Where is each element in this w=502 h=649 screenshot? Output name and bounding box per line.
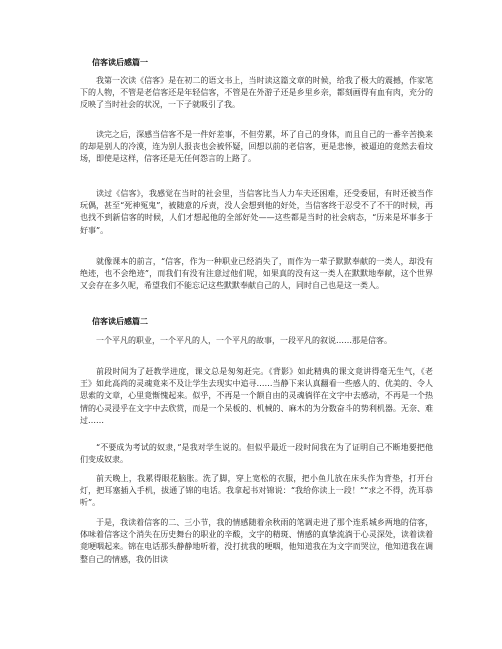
paragraph: 读过《信客》，我感觉在当时的社会里，当信客比当人力车夫还困难，还受委屈，有时还被当作玩偶，甚至“死神冤鬼”，被随意的斥责，没人会想到他的好处，当信客终于忍受不了不干的时候，再也找不到新信客的时候，人们才想起他的全部好处——这些都是当时的社会病态，“历来是坏事多于好事”。 — [80, 189, 433, 235]
paragraph: 一个平凡的职业，一个平凡的人，一个平凡的故事，一段平凡的叙说……那是信客。 — [96, 336, 392, 345]
paragraph: 于是，我读着信客的二、三小节，我的情感随着余秋雨的笔调走进了那个连系城乡两地的信客，体味着信客这个消失在历史舞台的职业的辛酸，文字的精斑、情感的真挚流淌于心灵深处，读着读着竟哽咽起来。锦在电话那头静静地听着，没打扰我的哽咽，他知道我在为文字而哭泣，他知道我在调整自己的情感，我仍旧读 — [80, 518, 433, 564]
paragraph: 读完之后，深感当信客不是一件好差事，不但劳累，坏了自己的身体，而且自己的一番辛苦换来的却是别人的冷漠，连为别人报丧也会被怀疑，回想以前的老信客，更是悲惨，被逼迫的竟然去看坟场，即使是这样，信客还是无任何怨言的上路了。 — [80, 130, 433, 164]
section-title-2: 信客读后感篇二 — [92, 317, 148, 326]
paragraph: 前段时间为了赶教学进度，课文总是匆匆赶完。《背影》如此精典的课文竟讲得毫无生气，《老王》如此高尚的灵魂竟来不及让学生去现实中追寻……当静下来认真翻看一些感人的、优美的、令人思索的文章，心里竟惭愧起来。似乎，不再是一个额自由的灵魂徜徉在文字中去感动，不再是一个热情的心灵浸乎在文字中去欣赏，而是一个呆板的、机械的、麻木的为分数奋斗的势利机器。无奈、难过…… — [80, 367, 433, 425]
paragraph: 就像课本的前言，“信客，作为一种职业已经消失了，而作为一辈子默默奉献的一类人，却没有绝迹，也不会绝迹”，而我们有没有注意过他们呢，如果真的没有这一类人在默默地奉献，这个世界又会存在多久呢，希望我们不能忘记这些默默奉献自己的人，同时自己也是这一类人。 — [80, 257, 433, 291]
section-title-1: 信客读后感篇一 — [92, 58, 148, 67]
paragraph: 我第一次读《信客》是在初二的语文书上，当时读这篇文章的时候，给我了极大的震撼，作家笔下的人物，不管是老信客还是年轻信客，不管是在外游子还是乡里乡亲，都刻画得有血有肉，充分的反映了当时社会的状况，一下子就吸引了我。 — [80, 76, 433, 110]
paragraph: “不要成为考试的奴隶，”是我对学生说的。但似乎最近一段时间我在为了证明自己不断地要把他们变成奴隶。 — [80, 443, 433, 465]
paragraph: 前天晚上，我累得眼花脑胀。洗了脚，穿上宽松的衣服，把小鱼儿放在床头作为背垫，打开台灯，把耳塞插入手机，拔通了锦的电话。我拿起书对锦说：“我给你读上一段！”“求之不得，洗耳恭听”。 — [80, 474, 433, 508]
